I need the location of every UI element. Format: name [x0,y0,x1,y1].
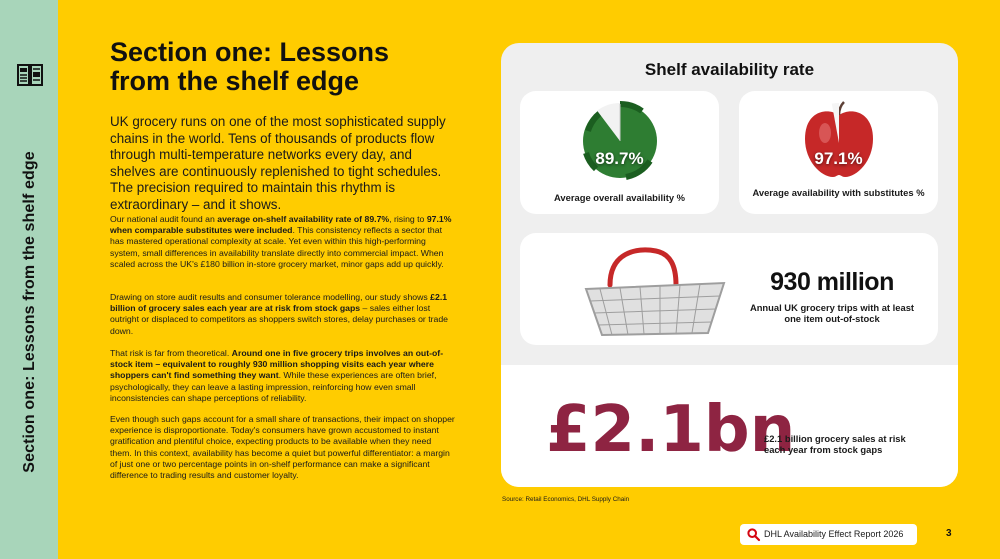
search-icon [747,528,760,541]
page-title: Section one: Lessons from the shelf edge [110,37,390,96]
paragraph-text: Our national audit found an [110,214,218,224]
watermelon-icon [580,101,660,181]
trips-label: Annual UK grocery trips with at least one item out-of-stock [749,302,915,324]
page-number: 3 [946,528,952,539]
paragraph-text: , rising to [389,214,427,224]
report-search-link[interactable] [740,524,917,545]
paragraph-highlight: average on-shelf availability rate of 89.7% [217,214,390,224]
panel-title: Shelf availability rate [644,60,815,79]
availability-panel [501,43,958,487]
paragraph-text: . This consistency reflects a sector that has mastered operational complexity at scale. Yet even within this high-performing system, small differences in availability translate directly into commercial impact. When scaled across the UK's £180 billion in-store grocery market, minor gaps add up quickly. [110,225,444,269]
paragraph-text: Even though such gaps account for a small share of transactions, their impact on shopper experience is disproportionate. Today's consumers have grown accustomed to instant gratification and plentiful choice, expecting products to be available when they need them. In this context, availability has become a quiet but powerful differentiator: a margin of just one or two percentage points in on-shelf performance can make a significant difference to trading results and customer loyalty. [110,414,455,481]
body-paragraph [110,348,455,404]
stat-card-overall [520,91,719,214]
sidebar-section-title: Section one: Lessons from the shelf edge [21,151,38,473]
pound-sign-glyph: £2.1bn [546,393,796,467]
paragraph-highlight: Around one in five grocery trips involves an out-of-stock item – equivalent to roughly 930 million shopping visits each year where shoppers can't find something they want [110,348,444,381]
body-paragraph [110,214,455,270]
report-icon [17,64,43,86]
vegetable-letters-icon [546,385,796,467]
substitute-availability-label: Average availability with substitutes % [752,187,925,198]
paragraph-text: – sales either lost outright or displaced to competitors as shoppers switch stores, delay purchases or trade down. [110,303,449,336]
stat-card-sales [501,365,958,487]
overall-availability-value: 89.7% [595,149,644,168]
source-note: Source: Retail Economics, DHL Supply Chain [502,496,630,503]
paragraph-highlight: 97.1% when comparable substitutes were included [110,214,452,236]
stat-card-substitutes [739,91,938,214]
trips-value: 930 million [770,268,894,296]
overall-availability-label: Average overall availability % [554,192,685,203]
report-name: DHL Availability Effect Report 2026 [764,529,904,539]
paragraph-text: Drawing on store audit results and consumer tolerance modelling, our study shows [110,292,431,302]
intro-paragraph: UK grocery runs on one of the most sophisticated supply chains in the world. Tens of thousands of products flow through multi-temperature networks every day, and shelves are continuously replenished to tight schedules. The precision required to maintain this rhythm is extraordinary – and it shows. [110,114,446,212]
paragraph-text: . While these experiences are often brief, psychologically, they can leave a lasting impression, reinforcing how even small inconsistencies can shape perceptions of reliability. [110,370,437,403]
body-paragraph [110,414,455,481]
apple-icon [799,101,879,181]
substitute-availability-value: 97.1% [814,149,863,168]
sidebar [0,0,58,559]
shopping-basket-icon [580,245,730,340]
sales-at-risk-label: £2.1 billion grocery sales at risk each year from stock gaps [764,433,906,455]
paragraph-highlight: £2.1 billion of grocery sales each year are at risk from stock gaps [110,292,448,314]
body-paragraph [110,292,455,337]
stat-card-trips [520,233,938,345]
paragraph-text: That risk is far from theoretical. [110,348,232,358]
